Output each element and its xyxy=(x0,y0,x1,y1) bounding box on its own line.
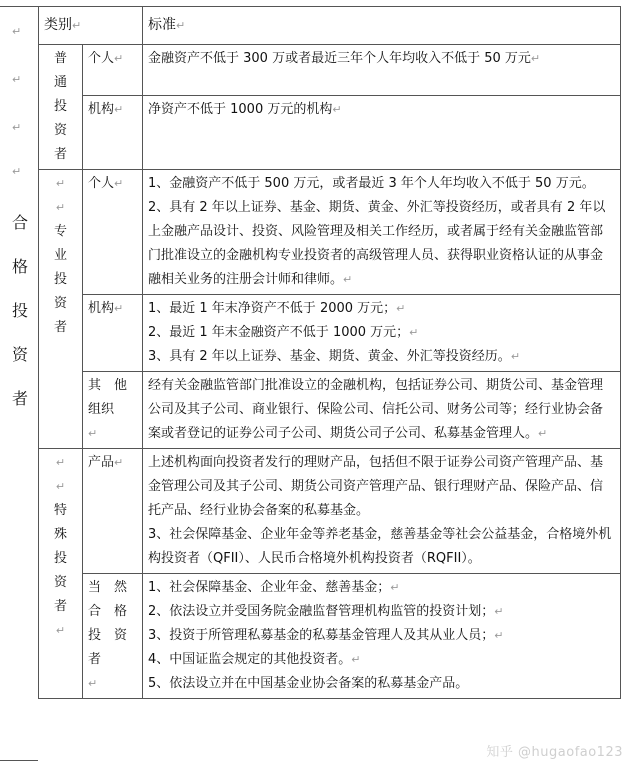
table-header-row xyxy=(39,7,621,45)
left-title-char: 格 xyxy=(11,257,28,276)
professional-institution-text xyxy=(143,295,621,372)
ordinary-investor-label: 普 通 投 资 者 xyxy=(39,45,83,170)
special-natural-label: 当 然 合 格 投 资 者 ↵ xyxy=(83,574,143,699)
left-title-char: 者 xyxy=(11,389,28,408)
table-row xyxy=(39,449,621,574)
left-title-column xyxy=(0,6,38,761)
list-item: 3、投资于所管理私募基金的私募基金管理人及其从业人员；↵ xyxy=(148,628,504,643)
header-standard: 标准↵ xyxy=(143,7,621,45)
list-item: 2、最近 1 年末金融资产不低于 1000 万元；↵ xyxy=(148,325,419,340)
professional-individual-text xyxy=(143,170,621,295)
table-row xyxy=(39,96,621,170)
list-item: 2、具有 2 年以上证券、基金、期货、黄金、外汇等投资经历，或者具有 2 年以上金融产品设计、投资、风险管理及相关工作经历，或者属于经有关金融监管部门批准设立的金融机构专业投资者的高级管理人员、获得职业资格认证的从事金融相关业务的注册会计师和律师。↵ xyxy=(148,200,606,287)
list-item: 5、依法设立并在中国基金业协会备案的私募基金产品。 xyxy=(148,676,469,691)
special-product-label: 产品↵ xyxy=(83,449,143,574)
header-category: 类别↵ xyxy=(39,7,143,45)
professional-other-label: 其 他 组织 ↵ xyxy=(83,372,143,449)
left-title-char: 资 xyxy=(11,345,28,364)
paragraph-mark: ↵ xyxy=(12,73,22,86)
professional-investor-label: ↵ ↵ 专 业 投 资 者 xyxy=(39,170,83,449)
list-item: 1、社会保障基金、企业年金、慈善基金；↵ xyxy=(148,580,400,595)
paragraph-mark: ↵ xyxy=(12,121,22,134)
professional-individual-label: 个人↵ xyxy=(83,170,143,295)
list-item: 1、最近 1 年末净资产不低于 2000 万元；↵ xyxy=(148,301,406,316)
table-row xyxy=(39,45,621,96)
list-item: 1、金融资产不低于 500 万元，或者最近 3 年个人年均收入不低于 50 万元。 xyxy=(148,176,595,191)
paragraph-mark: ↵ xyxy=(12,165,22,178)
left-title-char: 合 xyxy=(11,213,28,232)
list-item: 3、社会保障基金、企业年金等养老基金，慈善基金等社会公益基金，合格境外机构投资者（QFII）、人民币合格境外机构投资者（RQFII）。 xyxy=(148,527,612,566)
table-row xyxy=(39,372,621,449)
list-item: 2、依法设立并受国务院金融监督管理机构监管的投资计划；↵ xyxy=(148,604,504,619)
ordinary-institution-text: 净资产不低于 1000 万元的机构↵ xyxy=(143,96,621,170)
watermark: 知乎 @hugaofao123 xyxy=(486,745,623,760)
list-item: 3、具有 2 年以上证券、基金、期货、黄金、外汇等投资经历。↵ xyxy=(148,349,521,364)
table-row xyxy=(39,170,621,295)
table-row xyxy=(39,574,621,699)
list-item: 上述机构面向投资者发行的理财产品，包括但不限于证券公司资产管理产品、基金管理公司及其子公司、期货公司资产管理产品、银行理财产品、保险产品、信托产品、经行业协会备案的私募基金。 xyxy=(148,455,604,518)
ordinary-individual-label: 个人↵ xyxy=(83,45,143,96)
paragraph-mark: ↵ xyxy=(12,25,22,38)
table-row xyxy=(39,295,621,372)
qualified-investor-table xyxy=(38,6,621,699)
special-product-text xyxy=(143,449,621,574)
special-investor-label: ↵ ↵ 特 殊 投 资 者 ↵ xyxy=(39,449,83,699)
professional-institution-label: 机构↵ xyxy=(83,295,143,372)
professional-other-text: 经有关金融监管部门批准设立的金融机构，包括证券公司、期货公司、基金管理公司及其子公司、商业银行、保险公司、信托公司、财务公司等；经行业协会备案或者登记的证券公司子公司、期货公司子公司、私募基金管理人。↵ xyxy=(143,372,621,449)
left-title-char: 投 xyxy=(11,301,28,320)
list-item: 4、中国证监会规定的其他投资者。↵ xyxy=(148,652,361,667)
ordinary-individual-text: 金融资产不低于 300 万或者最近三年个人年均收入不低于 50 万元↵ xyxy=(143,45,621,96)
special-natural-text xyxy=(143,574,621,699)
ordinary-institution-label: 机构↵ xyxy=(83,96,143,170)
